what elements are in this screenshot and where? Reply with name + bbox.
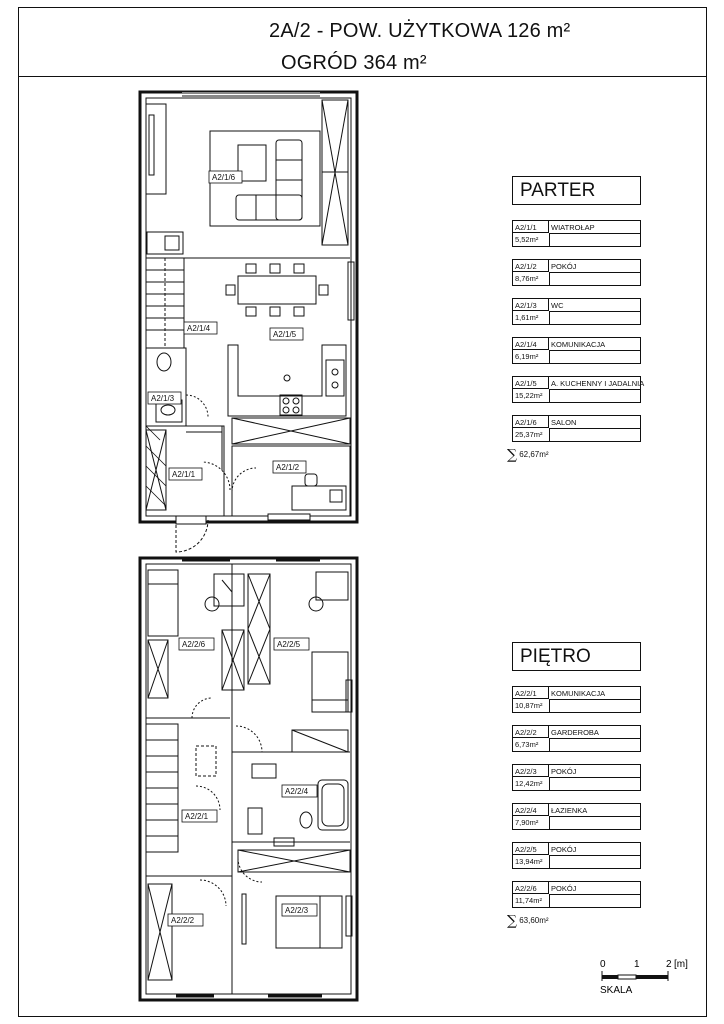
plan-label-a2-1-4 — [184, 322, 217, 334]
room-row — [512, 337, 641, 364]
scale-tick-1: 1 — [634, 959, 640, 970]
svg-text:A2/2/3: A2/2/3 — [285, 906, 309, 915]
toilet — [300, 812, 312, 828]
pietro-total-value: 63,60m² — [519, 916, 549, 925]
room-row — [512, 842, 641, 869]
room-code: A2/2/1 — [513, 687, 549, 699]
room-area: 12,42m² — [515, 779, 543, 788]
room-row — [512, 764, 641, 791]
room-area: 13,94m² — [515, 857, 543, 866]
ground-floor-plan — [140, 92, 357, 552]
plan-label-a2-1-1 — [169, 468, 202, 480]
sum-icon: ∑ — [507, 447, 517, 463]
svg-text:A2/2/4: A2/2/4 — [285, 787, 309, 796]
svg-text:A2/2/6: A2/2/6 — [182, 640, 206, 649]
room-name: KOMUNIKACJA — [551, 689, 606, 698]
title-area-line: 2A/2 - POW. UŻYTKOWA 126 m² — [269, 20, 571, 42]
sofa — [236, 195, 302, 220]
room-code: A2/1/3 — [513, 299, 549, 311]
room-name: SALON — [551, 418, 577, 427]
room-area: 6,73m² — [515, 740, 539, 749]
room-name: WIATROŁAP — [551, 223, 595, 232]
room-area: 8,76m² — [515, 274, 539, 283]
room-row — [512, 298, 641, 325]
room-area: 1,61m² — [515, 313, 539, 322]
room-name: GARDEROBA — [551, 728, 599, 737]
svg-text:A2/1/3: A2/1/3 — [151, 394, 175, 403]
svg-text:A2/2/5: A2/2/5 — [277, 640, 301, 649]
scale-unit: [m] — [674, 959, 688, 970]
room-code: A2/2/5 — [513, 843, 549, 855]
plan-label-a2-2-2 — [168, 914, 203, 926]
room-area: 6,19m² — [515, 352, 539, 361]
room-name: POKÓJ — [551, 884, 577, 893]
room-code: A2/1/6 — [513, 416, 549, 428]
room-row — [512, 881, 641, 908]
pietro-total — [507, 913, 549, 929]
chair-2-6 — [205, 597, 219, 611]
title-garden-line: OGRÓD 364 m² — [281, 52, 427, 74]
room-code: A2/1/1 — [513, 221, 549, 233]
scale-tick-0: 0 — [600, 959, 606, 970]
plan-label-a2-2-1 — [182, 810, 217, 822]
room-1-2 — [232, 446, 350, 516]
plan-label-a2-2-4 — [282, 785, 317, 797]
plan-label-a2-1-6 — [209, 171, 242, 183]
room-area: 7,90m² — [515, 818, 539, 827]
room-row — [512, 686, 641, 713]
room-row — [512, 415, 641, 442]
plan-label-a2-1-2 — [273, 461, 306, 473]
room-name: A. KUCHENNY I JADALNIA — [551, 379, 645, 388]
svg-text:A2/1/2: A2/1/2 — [276, 463, 300, 472]
scale-bar — [574, 957, 688, 1007]
plan-label-a2-2-5 — [274, 638, 309, 650]
plan-label-a2-2-6 — [179, 638, 214, 650]
wardrobe-2-5 — [248, 574, 270, 684]
sum-icon: ∑ — [507, 913, 517, 929]
room-code: A2/2/3 — [513, 765, 549, 777]
bed-2-6 — [148, 570, 178, 636]
svg-text:A2/1/1: A2/1/1 — [172, 470, 196, 479]
room-row — [512, 803, 641, 830]
plan-label-text: A2/1/6 — [212, 173, 236, 182]
scale-label: SKALA — [600, 985, 633, 996]
plan-label-a2-1-3 — [148, 392, 181, 404]
room-area: 15,22m² — [515, 391, 543, 400]
room-code: A2/2/2 — [513, 726, 549, 738]
parter-total — [507, 447, 549, 463]
room-row — [512, 376, 645, 403]
room-code: A2/2/6 — [513, 882, 549, 894]
plan-label-a2-2-3 — [282, 904, 317, 916]
washbasin — [252, 764, 276, 778]
room-name: WC — [551, 301, 564, 310]
dining-table — [238, 276, 316, 304]
plan-label-a2-1-5 — [270, 328, 303, 340]
room-code: A2/1/4 — [513, 338, 549, 350]
first-floor-plan — [140, 558, 357, 1000]
room-row — [512, 259, 641, 286]
bed-2-5 — [312, 652, 348, 712]
svg-text:A2/1/5: A2/1/5 — [273, 330, 297, 339]
room-code: A2/1/5 — [513, 377, 549, 389]
scale-tick-2: 2 — [666, 959, 672, 970]
room-area: 11,74m² — [515, 896, 542, 905]
section-title-pietro: PIĘTRO — [512, 642, 641, 671]
parter-total-value: 62,67m² — [519, 450, 549, 459]
svg-text:A2/2/2: A2/2/2 — [171, 916, 195, 925]
room-name: POKÓJ — [551, 767, 577, 776]
svg-text:A2/1/4: A2/1/4 — [187, 324, 211, 333]
room-name: POKÓJ — [551, 262, 577, 271]
room-row — [512, 220, 641, 247]
room-area: 5,52m² — [515, 235, 539, 244]
room-name: ŁAZIENKA — [551, 806, 588, 815]
room-row — [512, 725, 641, 752]
room-name: POKÓJ — [551, 845, 577, 854]
room-area: 25,37m² — [515, 430, 543, 439]
svg-text:A2/2/1: A2/2/1 — [185, 812, 209, 821]
room-area: 10,87m² — [515, 701, 543, 710]
room-name: KOMUNIKACJA — [551, 340, 606, 349]
room-code: A2/2/4 — [513, 804, 549, 816]
room-code: A2/1/2 — [513, 260, 549, 272]
section-title-parter: PARTER — [512, 176, 641, 205]
